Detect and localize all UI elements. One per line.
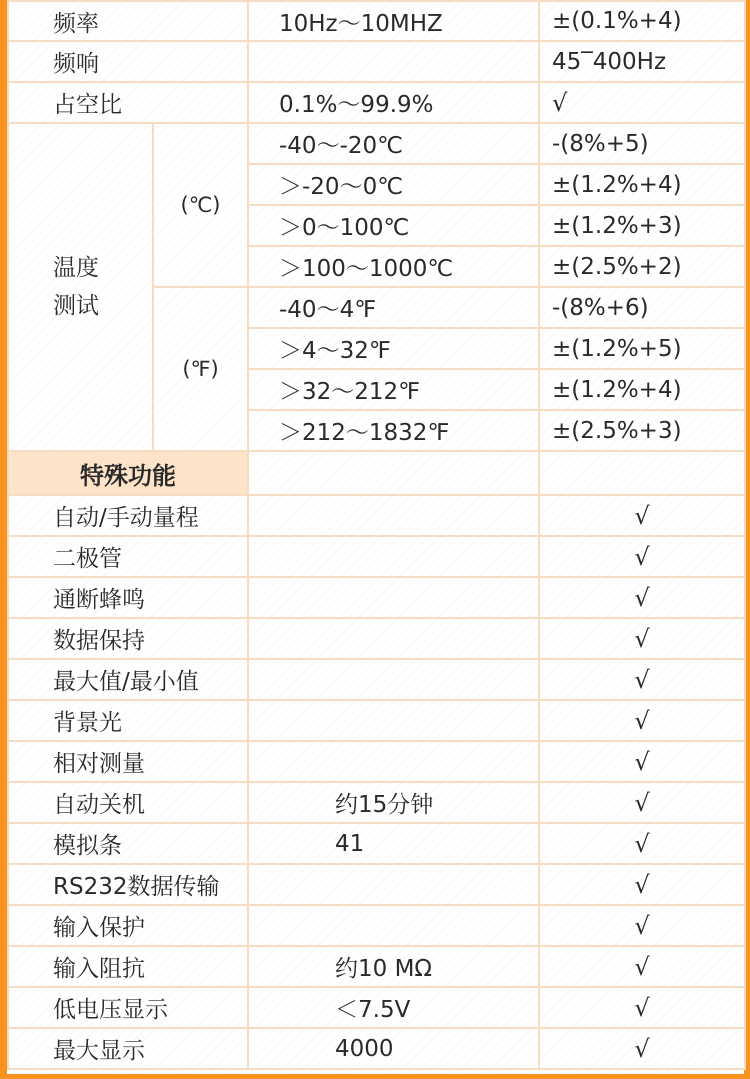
feature-label: 数据保持 xyxy=(8,618,248,659)
row-duty-cycle xyxy=(8,82,745,123)
temperature-label xyxy=(8,123,153,451)
row-label: 频响 xyxy=(8,41,248,82)
feature-value: ＜7.5V xyxy=(248,987,539,1028)
feature-row xyxy=(8,741,745,782)
feature-row xyxy=(8,495,745,536)
special-section-row xyxy=(8,451,745,495)
feature-check-mark: √ xyxy=(539,946,745,987)
temp-range: ＞32～212℉ xyxy=(248,369,539,410)
feature-check-mark: √ xyxy=(539,782,745,823)
temp-accuracy: ±(2.5%+2) xyxy=(539,246,745,287)
feature-label: 通断蜂鸣 xyxy=(8,577,248,618)
feature-label: 低电压显示 xyxy=(8,987,248,1028)
temp-c-row xyxy=(8,123,745,164)
row-range xyxy=(248,41,539,82)
special-section-title: 特殊功能 xyxy=(8,451,248,495)
feature-value: 4000 xyxy=(248,1028,539,1069)
temp-accuracy: ±(1.2%+4) xyxy=(539,369,745,410)
feature-check-mark: √ xyxy=(539,577,745,618)
temp-range: ＞0～100℃ xyxy=(248,205,539,246)
feature-row xyxy=(8,659,745,700)
feature-row xyxy=(8,618,745,659)
feature-row xyxy=(8,1028,745,1069)
temp-accuracy: -(8%+6) xyxy=(539,287,745,328)
section-empty-cell xyxy=(539,451,745,495)
feature-check-mark: √ xyxy=(539,823,745,864)
celsius-unit: (℃) xyxy=(153,123,248,287)
temp-range: ＞100～1000℃ xyxy=(248,246,539,287)
row-range: 10Hz～10MHZ xyxy=(248,1,539,41)
feature-value xyxy=(248,741,539,782)
row-label: 占空比 xyxy=(8,82,248,123)
feature-value: 约10 MΩ xyxy=(248,946,539,987)
feature-value: 约15分钟 xyxy=(248,782,539,823)
section-empty-cell xyxy=(248,451,539,495)
feature-value xyxy=(248,864,539,905)
row-label: 频率 xyxy=(8,1,248,41)
temp-range: -40～-20℃ xyxy=(248,123,539,164)
feature-row xyxy=(8,700,745,741)
feature-row xyxy=(8,823,745,864)
feature-label: 相对测量 xyxy=(8,741,248,782)
feature-check-mark: √ xyxy=(539,618,745,659)
feature-check-mark: √ xyxy=(539,536,745,577)
row-frequency xyxy=(8,1,745,41)
feature-value xyxy=(248,495,539,536)
feature-check-mark: √ xyxy=(539,700,745,741)
feature-value xyxy=(248,536,539,577)
temp-range: ＞-20～0℃ xyxy=(248,164,539,205)
row-range: 0.1%～99.9% xyxy=(248,82,539,123)
feature-value xyxy=(248,700,539,741)
temperature-label-line1: 温度 xyxy=(53,255,99,281)
feature-row xyxy=(8,864,745,905)
feature-label: 模拟条 xyxy=(8,823,248,864)
temperature-label-line2: 测试 xyxy=(53,293,99,319)
feature-label: 背景光 xyxy=(8,700,248,741)
feature-value: 41 xyxy=(248,823,539,864)
row-accuracy: ±(0.1%+4) xyxy=(539,1,745,41)
feature-label: 二极管 xyxy=(8,536,248,577)
temp-range: -40～4℉ xyxy=(248,287,539,328)
feature-label: RS232数据传输 xyxy=(8,864,248,905)
feature-check-mark: √ xyxy=(539,741,745,782)
feature-check-mark: √ xyxy=(539,905,745,946)
spec-table-frame xyxy=(7,0,744,1074)
feature-row xyxy=(8,905,745,946)
row-accuracy: 45‾400Hz xyxy=(539,41,745,82)
feature-row xyxy=(8,577,745,618)
temp-accuracy: ±(1.2%+5) xyxy=(539,328,745,369)
feature-label: 最大显示 xyxy=(8,1028,248,1069)
temp-accuracy: -(8%+5) xyxy=(539,123,745,164)
feature-label: 输入阻抗 xyxy=(8,946,248,987)
feature-row xyxy=(8,782,745,823)
feature-value xyxy=(248,618,539,659)
feature-label: 最大值/最小值 xyxy=(8,659,248,700)
feature-check-mark: √ xyxy=(539,864,745,905)
feature-check-mark: √ xyxy=(539,1028,745,1069)
features-list xyxy=(8,495,745,1069)
row-frequency-response xyxy=(8,41,745,82)
temp-accuracy: ±(1.2%+4) xyxy=(539,164,745,205)
spec-table xyxy=(7,0,746,1070)
row-accuracy: √ xyxy=(539,82,745,123)
feature-label: 输入保护 xyxy=(8,905,248,946)
feature-label: 自动关机 xyxy=(8,782,248,823)
temp-range: ＞212～1832℉ xyxy=(248,410,539,451)
temp-accuracy: ±(1.2%+3) xyxy=(539,205,745,246)
feature-label: 自动/手动量程 xyxy=(8,495,248,536)
feature-check-mark: √ xyxy=(539,987,745,1028)
feature-row xyxy=(8,946,745,987)
feature-check-mark: √ xyxy=(539,659,745,700)
feature-row xyxy=(8,987,745,1028)
feature-value xyxy=(248,905,539,946)
fahrenheit-unit: (℉) xyxy=(153,287,248,451)
feature-row xyxy=(8,536,745,577)
feature-check-mark: √ xyxy=(539,495,745,536)
feature-value xyxy=(248,659,539,700)
feature-value xyxy=(248,577,539,618)
temp-range: ＞4～32℉ xyxy=(248,328,539,369)
temp-accuracy: ±(2.5%+3) xyxy=(539,410,745,451)
